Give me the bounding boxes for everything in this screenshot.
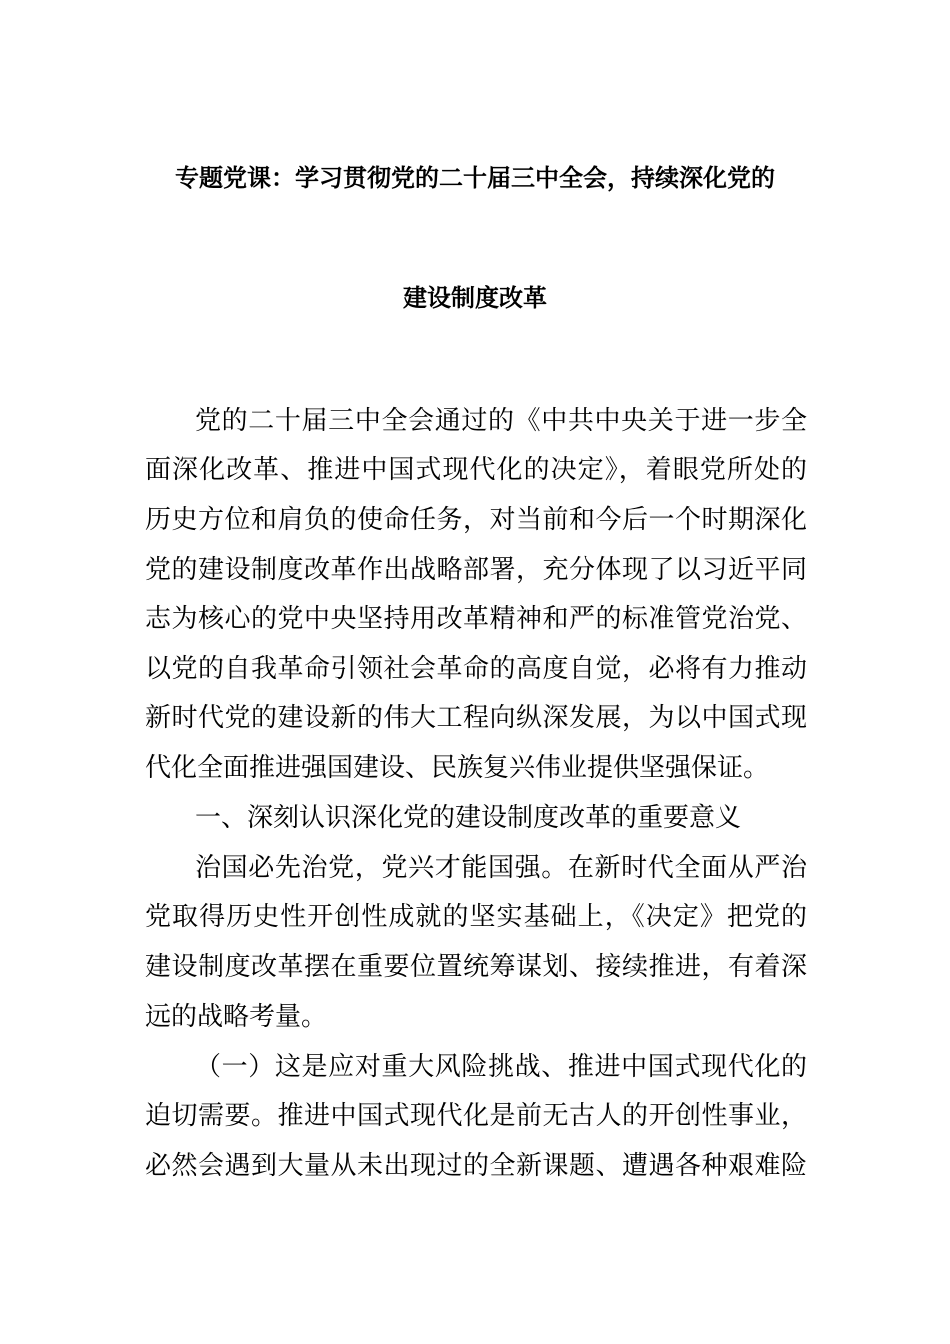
paragraph-line: 远的战略考量。 (145, 1002, 328, 1032)
paragraph-line: 代化全面推进强国建设、民族复兴伟业提供坚强保证。 (145, 753, 770, 783)
paragraph-line: 面深化改革、推进中国式现代化的决定》，着眼党所处的 (145, 455, 807, 485)
document-title-line-1: 专题党课：学习贯彻党的二十届三中全会，持续深化党的 (175, 164, 775, 192)
paragraph-line: 党取得历史性开创性成就的坚实基础上，《决定》把党的 (145, 902, 807, 932)
document-title-line-2: 建设制度改革 (403, 284, 547, 312)
paragraph-line: 必然会遇到大量从未出现过的全新课题、遭遇各种艰难险 (145, 1151, 807, 1181)
paragraph-line: 治国必先治党，党兴才能国强。在新时代全面从严治 (195, 853, 807, 883)
paragraph-line: 建设制度改革摆在重要位置统筹谋划、接续推进，有着深 (145, 952, 807, 982)
paragraph-line: 新时代党的建设新的伟大工程向纵深发展，为以中国式现 (145, 703, 807, 733)
paragraph-line: 以党的自我革命引领社会革命的高度自觉，必将有力推动 (145, 654, 807, 684)
paragraph-line: 历史方位和肩负的使命任务，对当前和今后一个时期深化 (145, 505, 807, 535)
paragraph-line: 党的建设制度改革作出战略部署，充分体现了以习近平同 (145, 555, 807, 585)
paragraph-line: 党的二十届三中全会通过的《中共中央关于进一步全 (195, 406, 807, 436)
paragraph-line: （一）这是应对重大风险挑战、推进中国式现代化的 (195, 1052, 807, 1082)
paragraph-line: 迫切需要。推进中国式现代化是前无古人的开创性事业， (145, 1101, 807, 1131)
paragraph-line: 志为核心的党中央坚持用改革精神和严的标准管党治党、 (145, 604, 807, 634)
section-heading: 一、深刻认识深化党的建设制度改革的重要意义 (195, 803, 742, 833)
